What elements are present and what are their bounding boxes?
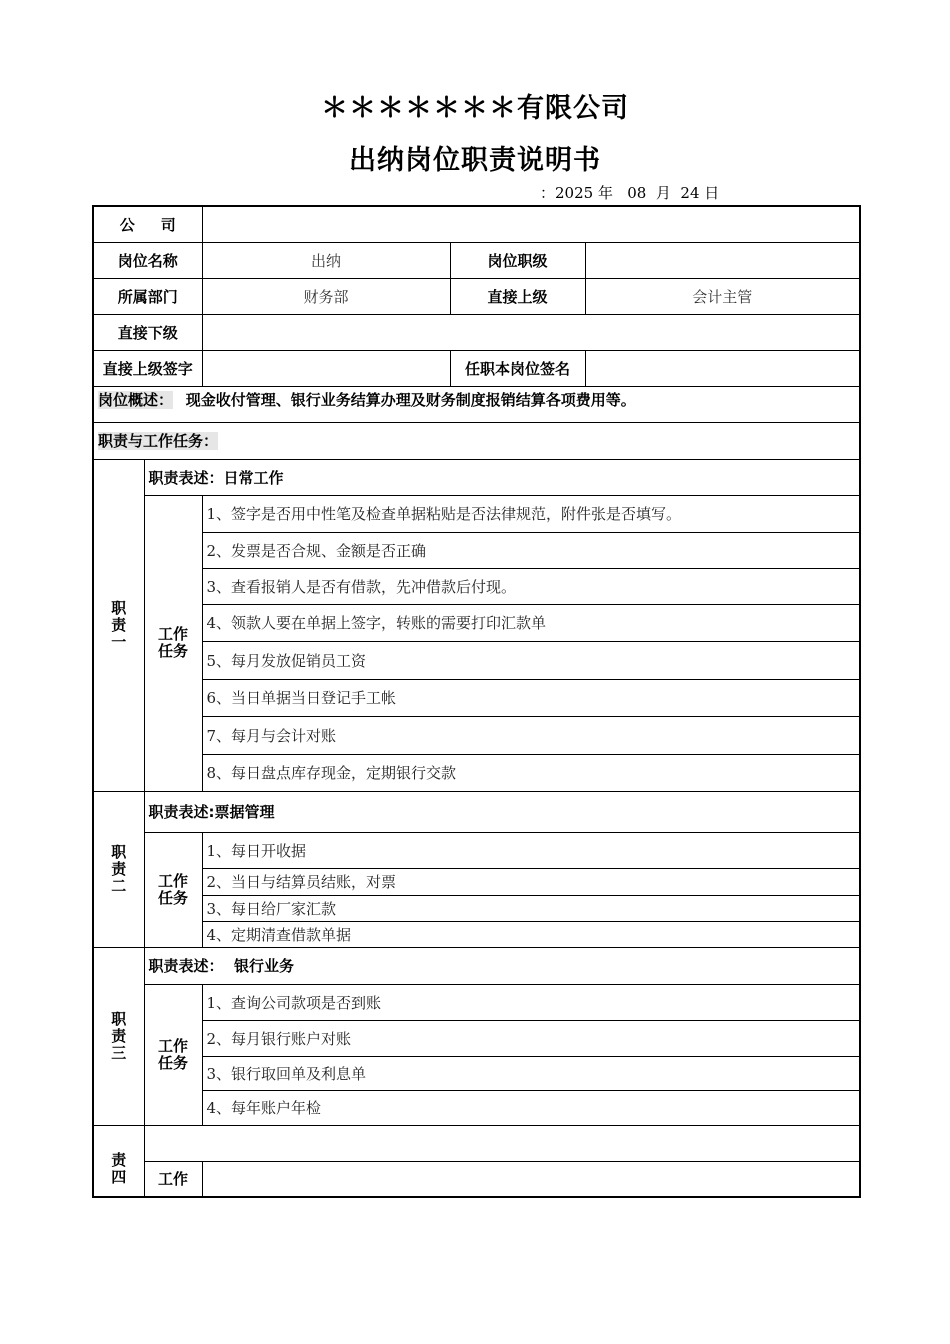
overview-row: [93, 386, 860, 422]
subordinate-value[interactable]: [202, 314, 860, 350]
signature-row: [93, 350, 860, 386]
duty-3-task-1: 1、查询公司款项是否到账: [202, 984, 860, 1020]
duties-label: 职责与工作任务：: [98, 432, 219, 450]
duty-2-task-1: 1、每日开收据: [202, 832, 860, 868]
department-label: 所属部门: [93, 278, 202, 314]
duty-3-task-3: 3、银行取回单及利息单: [202, 1056, 860, 1090]
duty-4-description: [144, 1125, 860, 1161]
department-value[interactable]: 财务部: [202, 278, 450, 314]
overview-cell: [93, 386, 860, 422]
duty-2-desc-row: [93, 791, 860, 832]
holder-signature-field[interactable]: [585, 350, 860, 386]
document-title: 出纳岗位职责说明书: [349, 145, 601, 176]
duty-1-task-6: 6、当日单据当日登记手工帐: [202, 679, 860, 716]
task-row: [93, 495, 860, 532]
job-description-form: [92, 205, 861, 1198]
task-row: [93, 532, 860, 568]
task-row: [93, 641, 860, 679]
subordinate-row: [93, 314, 860, 350]
duty-1-name: 职 责 一: [93, 459, 144, 791]
overview-label: 岗位概述：: [98, 390, 174, 409]
duty-4-task-1: [202, 1161, 860, 1197]
duty-3-name: 职 责 三: [93, 947, 144, 1125]
task-row: [93, 716, 860, 754]
task-row: [93, 895, 860, 921]
task-row: [93, 1090, 860, 1125]
position-level-value[interactable]: [585, 242, 860, 278]
superior-label: 直接上级: [450, 278, 585, 314]
duty-4-name: 责 四: [93, 1125, 144, 1197]
duties-header-row: [93, 422, 860, 459]
position-level-label: 岗位职级: [450, 242, 585, 278]
duty-2-task-2: 2、当日与结算员结账，对票: [202, 868, 860, 895]
task-row: [93, 1161, 860, 1197]
overview-text: 现金收付管理、银行业务结算办理及财务制度报销结算各项费用等。: [185, 390, 636, 409]
position-row: [93, 242, 860, 278]
company-name: ＊＊＊＊＊＊＊有限公司: [321, 93, 629, 124]
task-row: [93, 984, 860, 1020]
duty-2-tasks-label: 工作 任务: [144, 832, 202, 947]
task-row: [93, 868, 860, 895]
position-name-value[interactable]: 出纳: [202, 242, 450, 278]
duty-2-description: 职责表述:票据管理: [144, 791, 860, 832]
task-row: [93, 921, 860, 947]
holder-signature-label: 任职本岗位签名: [450, 350, 585, 386]
company-label: 公 司: [93, 206, 202, 242]
duty-3-description: 职责表述： 银行业务: [144, 947, 860, 984]
duty-3-task-4: 4、每年账户年检: [202, 1090, 860, 1125]
duty-3-tasks-label: 工作 任务: [144, 984, 202, 1125]
duty-1-task-4: 4、领款人要在单据上签字，转账的需要打印汇款单: [202, 604, 860, 641]
duty-3-desc-row: [93, 947, 860, 984]
superior-signature-label: 直接上级签字: [93, 350, 202, 386]
task-row: [93, 679, 860, 716]
duty-1-task-1: 1、签字是否用中性笔及检查单据粘贴是否法律规范，附件张是否填写。: [202, 495, 860, 532]
duty-1-task-7: 7、每月与会计对账: [202, 716, 860, 754]
duty-4-desc-row: [93, 1125, 860, 1161]
duty-1-tasks-label: 工作 任务: [144, 495, 202, 791]
superior-value[interactable]: 会计主管: [585, 278, 860, 314]
task-row: [93, 568, 860, 604]
duty-1-task-3: 3、查看报销人是否有借款，先冲借款后付现。: [202, 568, 860, 604]
duty-2-name: 职 责 二: [93, 791, 144, 947]
duty-4-tasks-label: 工作: [144, 1161, 202, 1197]
subordinate-label: 直接下级: [93, 314, 202, 350]
duties-header-cell: [93, 422, 860, 459]
duty-3-task-2: 2、每月银行账户对账: [202, 1020, 860, 1056]
company-row: [93, 206, 860, 242]
task-row: [93, 1056, 860, 1090]
duty-1-desc-row: [93, 459, 860, 495]
duty-2-task-3: 3、每日给厂家汇款: [202, 895, 860, 921]
superior-signature-field[interactable]: [202, 350, 450, 386]
task-row: [93, 832, 860, 868]
task-row: [93, 754, 860, 791]
department-row: [93, 278, 860, 314]
position-name-label: 岗位名称: [93, 242, 202, 278]
duty-1-description: 职责表述：日常工作: [144, 459, 860, 495]
duty-1-task-5: 5、每月发放促销员工资: [202, 641, 860, 679]
task-row: [93, 604, 860, 641]
duty-2-task-4: 4、定期清查借款单据: [202, 921, 860, 947]
document-date: ：2025 年 08 月 24 日: [540, 184, 720, 202]
task-row: [93, 1020, 860, 1056]
duty-1-task-8: 8、每日盘点库存现金，定期银行交款: [202, 754, 860, 791]
duty-1-task-2: 2、发票是否合规、金额是否正确: [202, 532, 860, 568]
company-value[interactable]: [202, 206, 860, 242]
